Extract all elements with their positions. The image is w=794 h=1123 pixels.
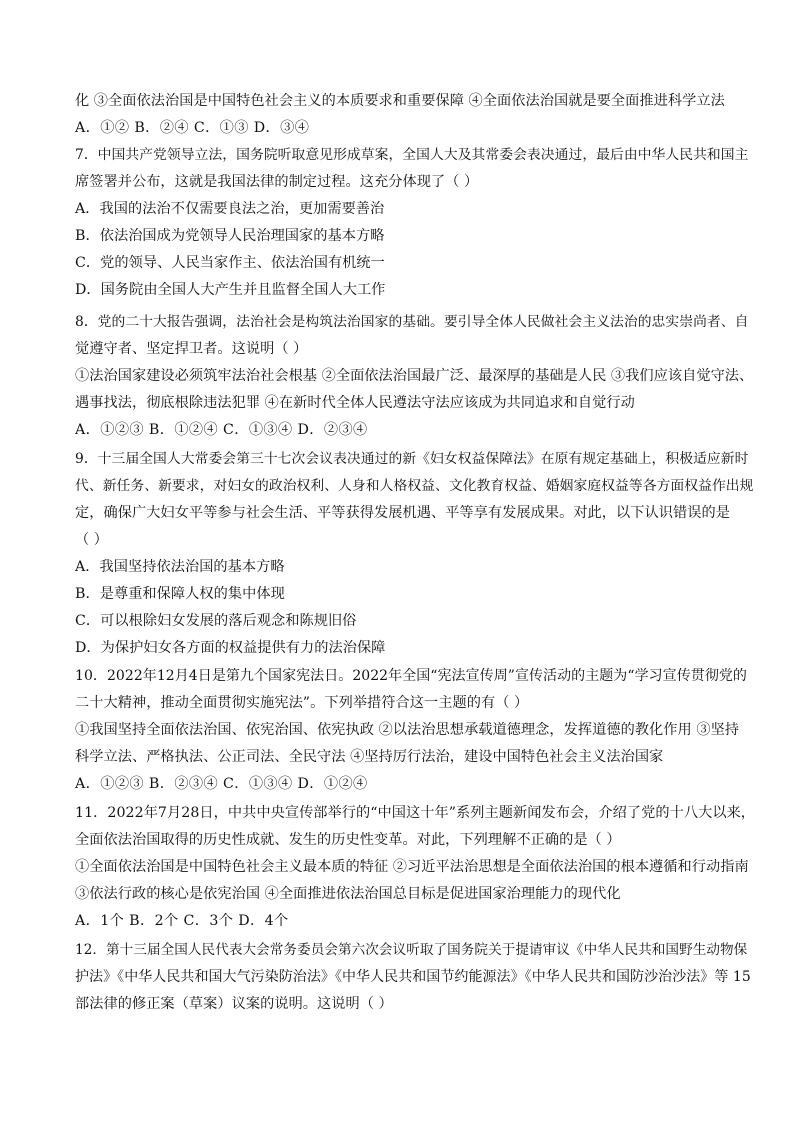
option-c: C．可以根除妇女发展的落后观念和陈规旧俗 — [75, 613, 357, 629]
statement-list: ①我国坚持全面依法治国、依宪治国、依宪执政 ②以法治思想承载道德理念，发挥道德的教化作用 ③坚持 — [75, 722, 740, 738]
question-9-stem: （ ） — [75, 532, 109, 548]
question-12-stem: 部法律的修正案（草案）议案的说明。这说明（ ） — [75, 996, 393, 1012]
question-9-stem: 9．十三届全国人大常委会第三十七次会议表决通过的新《妇女权益保障法》在原有规定基础上，积极适应新时 — [75, 451, 749, 467]
question-9-stem: 定，确保广大妇女平等参与社会生活、平等获得发展机遇、平等享有发展成果。对此，以下认识错误的是 — [75, 505, 730, 521]
question-10-stem: 二十大精神，推动全面贯彻实施宪法”。下列举措符合这一主题的有（ ） — [75, 695, 529, 711]
question-12-stem: 护法》《中华人民共和国大气污染防治法》《中华人民共和国节约能源法》《中华人民共和国防沙治沙法》等 15 — [75, 969, 751, 985]
statement-list: 科学立法、严格执法、公正司法、全民守法 ④坚持厉行法治，建设中国特色社会主义法治国家 — [75, 749, 664, 765]
question-8-stem: 觉遵守者、坚定捍卫者。这说明（ ） — [75, 341, 308, 357]
statement-list: 遇事找法，彻底根除违法犯罪 ④在新时代全体人民遵法守法应该成为共同追求和自觉行动 — [75, 395, 635, 411]
question-7-stem: 席签署并公布，这就是我国法律的制定过程。这充分体现了（ ） — [75, 174, 479, 190]
question-9-stem: 代、新任务、新要求，对妇女的政治权利、人身和人格权益、文化教育权益、婚姻家庭权益等各方面权益作出规 — [75, 478, 754, 494]
statement-list: ③依法行政的核心是依宪治国 ④全面推进依法治国总目标是促进国家治理能力的现代化 — [75, 886, 621, 902]
answer-options: A．1个 B．2个 C．3个 D．4个 — [75, 913, 289, 929]
text-line: 化 ③全面依法治国是中国特色社会主义的本质要求和重要保障 ④全面依法治国就是要全面推进科学立法 — [75, 93, 725, 109]
option-b: B．依法治国成为党领导人民治理国家的基本方略 — [75, 228, 385, 244]
answer-options: A．①② B．②④ C．①③ D．③④ — [75, 120, 310, 136]
option-c: C．党的领导、人民当家作主、依法治国有机统一 — [75, 255, 385, 271]
statement-list: ①全面依法治国是中国特色社会主义最本质的特征 ②习近平法治思想是全面依法治国的根本遵循和行动指南 — [75, 859, 749, 875]
answer-options: A．①②③ B．①②④ C．①③④ D．②③④ — [75, 422, 368, 438]
question-7-stem: 7．中国共产党领导立法，国务院听取意见形成草案，全国人大及其常委会表决通过，最后由中华人民共和国主 — [75, 147, 749, 163]
question-11-stem: 11．2022年7月28日，中共中央宣传部举行的“中国这十年”系列主题新闻发布会，介绍了党的十八大以来， — [75, 805, 756, 821]
option-b: B．是尊重和保障人权的集中体现 — [75, 586, 285, 602]
question-10-stem: 10．2022年12月4日是第九个国家宪法日。2022年全国“宪法宣传周”宣传活动的主题为“学习宣传贯彻党的 — [75, 668, 747, 684]
option-a: A．我国的法治不仅需要良法之治，更加需要善治 — [75, 201, 385, 217]
question-8-stem: 8．党的二十大报告强调，法治社会是构筑法治国家的基础。要引导全体人民做社会主义法治的忠实崇尚者、自 — [75, 314, 749, 330]
statement-list: ①法治国家建设必须筑牢法治社会根基 ②全面依法治国最广泛、最深厚的基础是人民 ③我们应该自觉守法、 — [75, 368, 754, 384]
option-d: D．国务院由全国人大产生并且监督全国人大工作 — [75, 282, 386, 298]
option-a: A．我国坚持依法治国的基本方略 — [75, 559, 285, 575]
question-11-stem: 全面依法治国取得的历史性成就、发生的历史性变革。对此，下列理解不正确的是（ ） — [75, 832, 621, 848]
question-12-stem: 12．第十三届全国人民代表大会常务委员会第六次会议听取了国务院关于提请审议《中华人民共和国野生动物保 — [75, 942, 748, 958]
answer-options: A．①②③ B．②③④ C．①③④ D．①②④ — [75, 776, 368, 792]
option-d: D．为保护妇女各方面的权益提供有力的法治保障 — [75, 640, 386, 656]
